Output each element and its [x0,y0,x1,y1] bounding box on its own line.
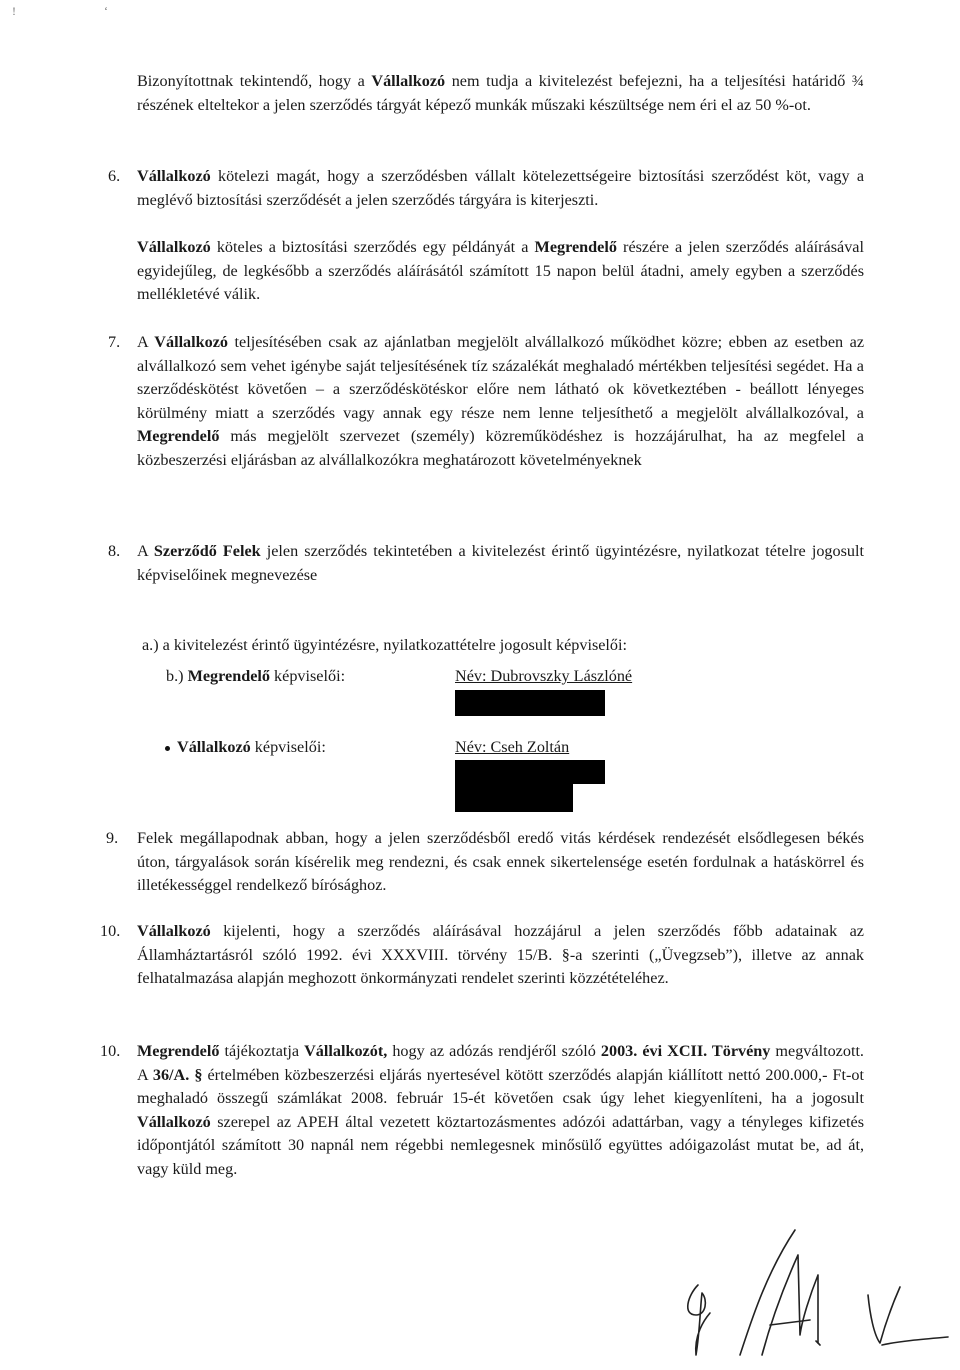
section-8-text-c: jelen szerződés tekintetében a kivitelezést érintő ügyintézésre, nyilatkozat tételre jogosult képviselőinek megnevezése [137,542,864,584]
section-8-bold-b: Szerződő Felek [153,542,261,560]
section-10a-paragraph [137,920,864,991]
section-6-text-d: köteles a biztosítási szerződés egy példányát a [210,238,535,256]
section-8-number: 8. [108,542,121,560]
intro-paragraph [137,70,864,117]
megrendelo-representative-name: Név: Dubrovszky Lászlóné [455,667,633,685]
intro-text-bold: Vállalkozó [371,72,446,90]
section-8-paragraph [137,540,864,587]
section-6-number: 6. [108,167,121,185]
section-7-bold-b: Vállalkozó [154,333,229,351]
intro-text-a: Bizonyítottnak tekintendő, hogy a [137,72,372,90]
section-6-bold-c: Vállalkozó [137,238,211,256]
section-7-text-a: A [137,333,155,351]
section-9-number: 9. [106,829,119,847]
section-7-number: 7. [108,333,121,351]
vallalkozo-representative-name: Név: Cseh Zoltán [455,738,570,756]
redaction-block [455,690,605,716]
sub-item-b-prefix: b.) [166,667,188,685]
sub-item-c-suffix: képviselői: [250,738,326,756]
sub-item-b-role-bold: Megrendelő [187,667,270,685]
intro-text-c: nem tudja a kivitelezést befejezni, ha a teljesítési határidő ¾ részének elteltekor a jelen szerződés tárgyát képező munkák műszaki készültsége nem éri el az 50 %-ot. [137,72,864,114]
handwritten-initials [670,1215,950,1365]
section-6-bold-e: Megrendelő [534,238,617,256]
section-6-bold-a: Vállalkozó [137,167,211,185]
sub-item-b-role [166,665,345,689]
section-6-second [137,236,864,307]
sub-item-a: a.) a kivitelezést érintő ügyintézésre, nyilatkozattételre jogosult képviselői: [142,636,628,654]
section-10a-text-b: kijelenti, hogy a szerződés aláírásával hozzájárul a jelen szerződés főbb adatainak az Államháztartásról szóló 1992. évi XXXVIII. törvény 15/B. §-a szerinti („Üvegzseb”), illetve az annak felhatalmazása alapján meghozott önkormányzati rendelet szerinti közzétételéhez. [137,922,864,988]
corner-mark-right: ‘ [104,4,108,18]
sub-item-c-role [165,736,326,760]
section-6-text-b: kötelezi magát, hogy a szerződésben vállalt kötelezettségeire biztosítási szerződést köt, vagy a meglévő biztosítási szerződését a jelen szerződés tárgyára is kiterjeszti. [137,167,864,209]
section-7-paragraph [137,331,864,473]
bullet-icon [165,746,170,751]
section-10b-bold-e: 2003. évi XCII. Törvény [600,1042,771,1060]
corner-mark-left: ! [12,4,16,18]
section-8-text-a: A [137,542,154,560]
redaction-block [455,784,573,812]
sub-item-c-role-bold: Vállalkozó [177,738,251,756]
section-10b-bold-g: 36/A. § [152,1065,203,1084]
sub-item-b-suffix: képviselői: [270,667,346,685]
section-7-text-c: teljesítésében csak az ajánlatban megjelölt alvállalkozó működhet közre; ebben az esetben az alvállalkozó sem vehet igénybe saját teljesítésének tíz százalékát meghaladó mértékben teljesítési segédet. Ha a szerződéskötést követően – a szerződéskötéskor előre nem látható ok következtében - beállott lényeges körülmény miatt a szerződés vagy annak egy része nem lenne teljesíthető a megjelölt alvállalkozóval, a [137,333,865,422]
section-7-text-e: más megjelölt szervezet (személy) közreműködéshez is hozzájárulhat, ha az megfelel a közbeszerzési eljárásban az alvállalkozókra meghatározott követelményeknek [137,427,864,469]
section-6-text-f: részére a jelen szerződés aláírásával egyidejűleg, de legkésőbb a szerződés aláírásától számított 15 napon belül átadni, amely egyben a szerződés mellékletévé válik. [137,238,864,304]
section-10b-text-b: tájékoztatja [219,1042,305,1060]
section-10b-bold-i: Vállalkozó [137,1112,211,1131]
section-10b-bold-c: Vállalkozót, [304,1042,388,1060]
section-10b-text-d: hogy az adózás rendjéről szóló [387,1042,601,1060]
section-10a-number: 10. [100,922,121,940]
section-10b-number: 10. [100,1042,121,1060]
section-9-paragraph: Felek megállapodnak abban, hogy a jelen szerződésből eredő vitás kérdések rendezését elsődlegesen békés úton, tárgyalások során kísérelik meg rendezni, és csak ennek sikertelensége esetén fordulnak a hatáskörrel és illetékességgel rendelkező bírósághoz. [137,829,864,895]
section-10b-text-j: szerepel az APEH által vezetett köztartozásmentes adózói adattárban, vagy a tényleges kifizetés időpontjától számított 30 napnál nem régebbi nemlegesnek minősülő együttes adóigazolást mutat be, ad át, vagy küld meg. [137,1112,864,1178]
section-10a-bold-a: Vállalkozó [137,922,211,940]
section-7-bold-d: Megrendelő [137,427,220,446]
section-10b-paragraph [137,1040,864,1182]
section-10b-bold-a: Megrendelő [137,1042,220,1060]
redaction-block [455,760,605,784]
section-10b-text-f: megváltozott. A [137,1042,864,1084]
section-10b-text-h: értelmében közbeszerzési eljárás nyertesével kötött szerződés alapján kiállított nettó 200.000,- Ft-ot meghaladó összegű számlákat 2008. február 15-ét követően csak úgy lehet kiegyenlíteni, ha a jogosult [137,1065,864,1108]
section-6-first [137,165,864,212]
